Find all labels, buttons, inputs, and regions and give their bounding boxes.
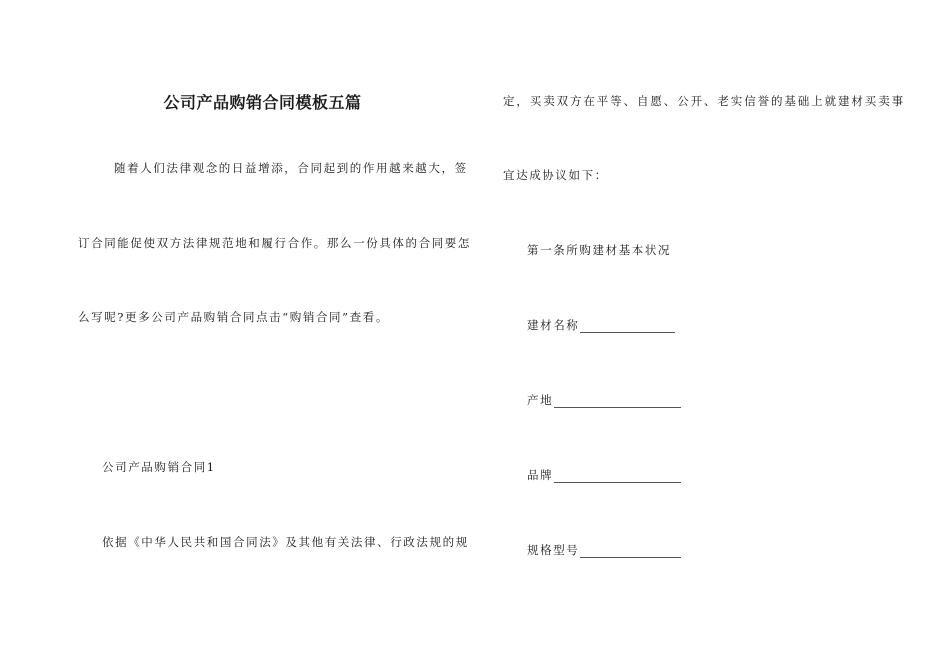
field-label: 品牌 xyxy=(527,468,554,482)
continued-paragraph-line-1: 定，买卖双方在平等、自愿、公开、老实信誉的基础上就建材买卖事 xyxy=(503,94,905,108)
basis-paragraph-line-1: 依据《中华人民共和国合同法》及其他有关法律、行政法规的规 xyxy=(102,535,469,549)
fill-in-blank xyxy=(580,320,675,333)
continued-paragraph-line-2: 宜达成协议如下： xyxy=(503,168,608,182)
field-specification-model xyxy=(527,542,681,558)
fill-in-blank xyxy=(554,395,681,408)
field-label: 建材名称 xyxy=(527,318,580,332)
intro-paragraph-line-3: 么写呢?更多公司产品购销合同点击“购销合同”查看。 xyxy=(78,310,389,324)
field-label: 产地 xyxy=(527,393,554,407)
document-title: 公司产品购销合同模板五篇 xyxy=(163,93,362,112)
section-heading: 公司产品购销合同1 xyxy=(102,460,216,474)
field-brand xyxy=(527,467,681,483)
article-1-heading: 第一条所购建材基本状况 xyxy=(527,243,672,257)
fill-in-blank xyxy=(580,545,681,558)
field-label: 规格型号 xyxy=(527,543,580,557)
intro-paragraph-line-1: 随着人们法律观念的日益增添，合同起到的作用越来越大，签 xyxy=(114,161,468,175)
intro-paragraph-line-2: 订合同能促使双方法律规范地和履行合作。那么一份具体的合同要怎 xyxy=(78,236,471,250)
fill-in-blank xyxy=(554,470,681,483)
field-material-name xyxy=(527,317,675,333)
field-origin xyxy=(527,392,681,408)
